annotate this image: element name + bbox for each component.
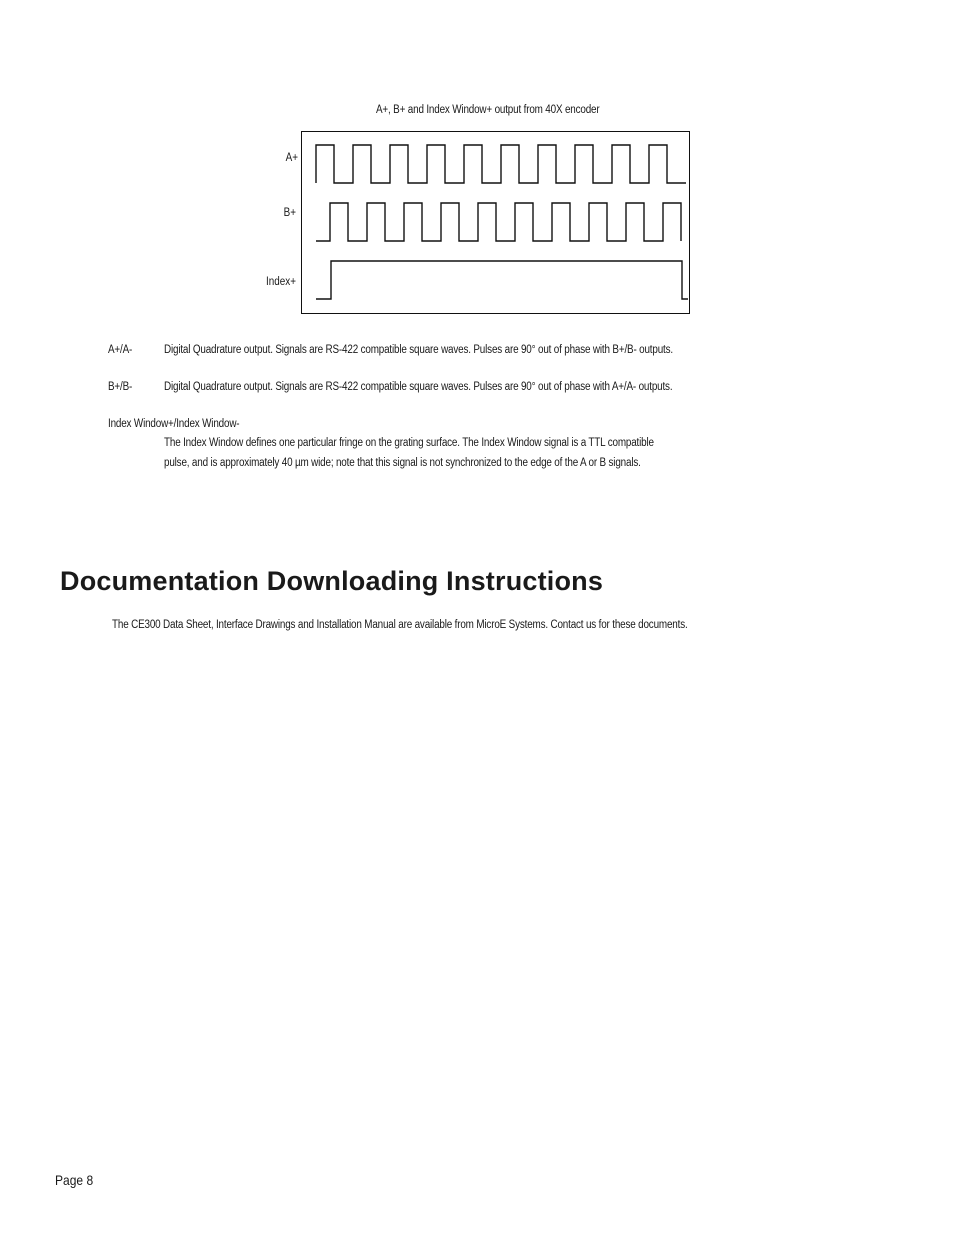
index-window-desc-line2: pulse, and is approximately 40 µm wide; note that this signal is not synchronized to the edge of the A or B signals.: [164, 457, 641, 469]
figure-caption: A+, B+ and Index Window+ output from 40X encoder: [376, 104, 600, 116]
index-window-term: Index Window+/Index Window-: [108, 418, 240, 430]
signal-label-index: Index+: [266, 276, 296, 288]
section-body: The CE300 Data Sheet, Interface Drawings and Installation Manual are available from MicroE Systems. Contact us for these documents.: [112, 619, 688, 631]
waveform-index: [316, 261, 688, 299]
signal-desc-b: Digital Quadrature output. Signals are RS-422 compatible square waves. Pulses are 90° out of phase with A+/A- outputs.: [164, 381, 673, 393]
section-heading: Documentation Downloading Instructions: [60, 566, 604, 596]
waveform-svg: [302, 132, 688, 312]
index-window-desc-line1: The Index Window defines one particular fringe on the grating surface. The Index Window signal is a TTL compatible: [164, 437, 654, 449]
signal-desc-a: Digital Quadrature output. Signals are RS-422 compatible square waves. Pulses are 90° out of phase with B+/B- outputs.: [164, 344, 673, 356]
waveform-a: [316, 145, 686, 183]
signal-label-a: A+: [285, 152, 298, 164]
signal-term-a: A+/A-: [108, 344, 133, 356]
signal-label-b: B+: [283, 207, 296, 219]
waveform-diagram: [301, 131, 690, 314]
signal-term-b: B+/B-: [108, 381, 133, 393]
waveform-b: [316, 203, 681, 241]
page-number: Page 8: [55, 1172, 94, 1188]
